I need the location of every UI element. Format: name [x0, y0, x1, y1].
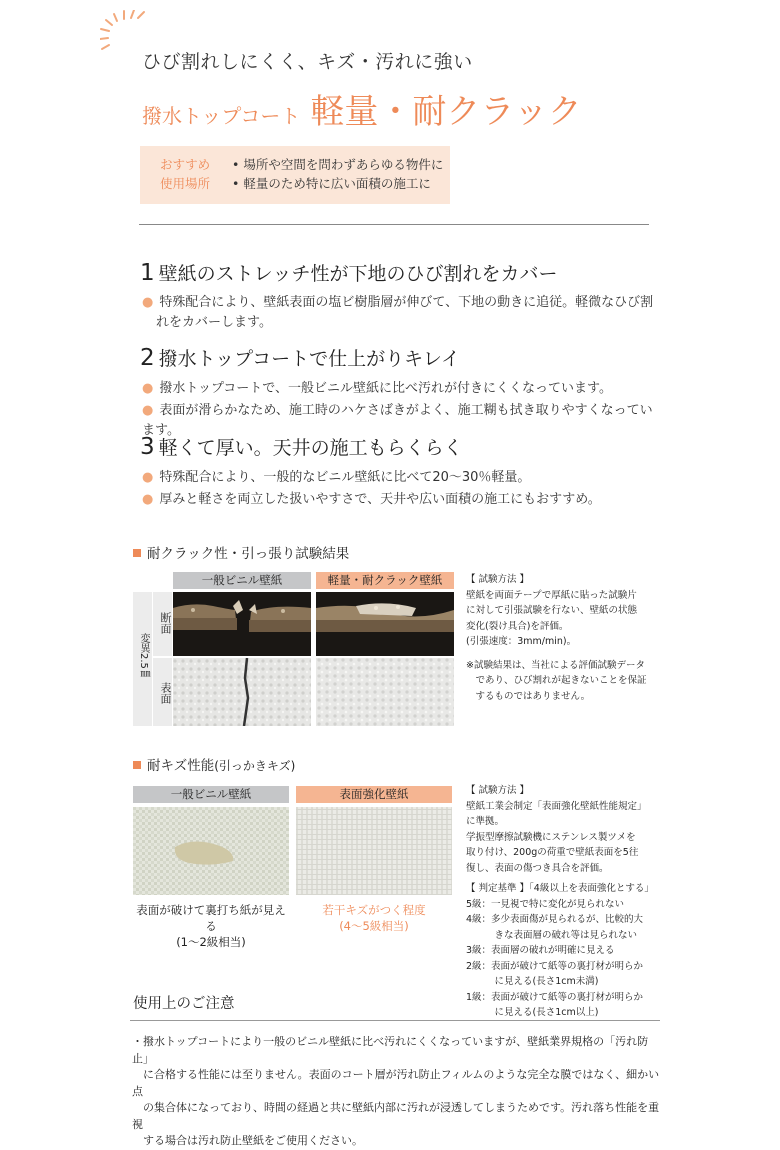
page-title — [142, 84, 582, 133]
method-title: 【 試験方法 】 — [466, 785, 530, 796]
bullet-dot-icon: ● — [142, 470, 154, 485]
method-line: に対して引張試験を行ない、壁紙の状態 — [466, 605, 638, 616]
cross-section-standard-image — [173, 592, 311, 656]
recommend-label-1: おすすめ — [160, 157, 211, 172]
method-line: に準拠。 — [466, 816, 505, 827]
recommend-label-2: 使用場所 — [160, 176, 211, 191]
scratch-caption-right — [296, 902, 452, 934]
feature-1-bullet — [142, 293, 662, 333]
method-title: 【 試験方法 】 — [466, 574, 530, 585]
bullet-text: 撥水トップコートで、一般ビニル壁紙に比べ汚れが付きにくくなっています。 — [159, 381, 613, 396]
caution-line: に合格する性能には至りません。表面のコート層が汚れ防止フィルムのような完全な膜ではなく、細かい点 — [132, 1068, 660, 1098]
note-line: であり、ひび割れが起きないことを保証 — [466, 675, 647, 686]
row-label-bottom: 表面 — [159, 682, 172, 704]
row-label-top: 断面 — [159, 612, 172, 634]
feature-number: 3 — [140, 434, 155, 460]
title-big: 軽量・耐クラック — [310, 92, 582, 132]
feature-3-bullet — [142, 490, 662, 510]
scratch-col-right: 表面強化壁紙 — [296, 786, 452, 803]
caution-line: の集合体になっており、時間の経過と共に壁紙内部に汚れが浸透してしまうためです。汚れ落ち性能を重視 — [132, 1101, 660, 1131]
caption-line: (4～5級相当) — [339, 919, 409, 933]
method-line: (引張速度：3mm/min)。 — [466, 636, 577, 647]
criteria-line: に見える(長さ1cm以上) — [466, 1007, 599, 1018]
scratch-test-heading — [133, 754, 295, 774]
method-line: 変化(裂け具合)を評価。 — [466, 620, 569, 632]
feature-2-title — [140, 344, 460, 371]
cross-section-anticrack-image — [316, 592, 454, 656]
feature-title-text: 壁紙のストレッチ性が下地のひび割れをカバー — [158, 263, 558, 285]
feature-3-title — [140, 433, 463, 460]
criteria-line: きな表面層の破れ等は見られない — [466, 929, 638, 941]
recommend-label — [160, 155, 210, 193]
scratch-hardened-image — [296, 807, 452, 895]
scratch-method — [466, 783, 654, 1021]
feature-2-bullet — [142, 379, 662, 399]
criteria-line: 3級：表面層の破れが明確に見える — [466, 945, 615, 956]
crack-col-left: 一般ビニル壁紙 — [173, 572, 311, 589]
scratch-test-heading-text: 耐キズ性能 — [147, 758, 215, 774]
divider — [139, 224, 649, 225]
caution-text — [132, 1034, 662, 1150]
feature-number: 1 — [140, 260, 155, 286]
caption-line: (1～2級相当) — [176, 935, 246, 949]
criteria-line: 5級：一見視で特に変化が見られない — [466, 898, 625, 910]
note-line: ※試験結果は、当社による評価試験データ — [466, 659, 645, 671]
feature-3-bullet — [142, 468, 662, 488]
criteria-line: 1級：表面が破けて紙等の裏打材が明らか — [466, 991, 644, 1003]
bullet-text: れをカバーします。 — [156, 315, 272, 330]
strain-label: 変異2.5㎜ — [138, 633, 149, 679]
crack-test-heading — [133, 542, 349, 562]
crack-method — [466, 572, 647, 704]
subtitle: ひび割れしにくく、キズ・汚れに強い — [142, 51, 473, 73]
bullet-text: 表面が滑らかなため、施工時のハケさばきがよく、施工糊も拭き取りやすくなっています。 — [142, 403, 653, 438]
note-line: するものではありません。 — [466, 690, 591, 702]
feature-1-title — [140, 259, 557, 286]
method-line: 壁紙を両面テープで厚紙に貼った試験片 — [466, 589, 637, 601]
title-small: 撥水トップコート — [142, 104, 301, 128]
crack-col-right: 軽量・耐クラック壁紙 — [316, 572, 454, 589]
recommend-item: • 場所や空間を問わずあらゆる物件に — [232, 157, 444, 172]
feature-number: 2 — [140, 345, 155, 371]
method-line: 取り付け、200gの荷重で壁紙表面を5往 — [466, 847, 639, 858]
bullet-dot-icon: ● — [142, 492, 154, 507]
caution-title: 使用上のご注意 — [133, 996, 235, 1012]
scratch-standard-image — [133, 807, 289, 895]
bullet-text: 厚みと軽さを両立した扱いやすさで、天井や広い面積の施工にもおすすめ。 — [159, 492, 601, 507]
scratch-col-left: 一般ビニル壁紙 — [133, 786, 289, 803]
bullet-dot-icon: ● — [142, 381, 154, 396]
caution-line: する場合は汚れ防止壁紙をご使用ください。 — [132, 1134, 363, 1147]
method-line: 壁紙工業会制定「表面強化壁紙性能規定」 — [466, 800, 647, 812]
method-line: 学振型摩擦試験機にステンレス製ツメを — [466, 831, 636, 843]
recommend-item: • 軽量のため特に広い面積の施工に — [232, 176, 431, 191]
method-line: 復し、表面の傷つき具合を評価。 — [466, 862, 609, 874]
sunburst-decoration-icon — [100, 10, 146, 56]
bullet-text: 特殊配合により、壁紙表面の塩ビ樹脂層が伸びて、下地の動きに追従。軽微なひび割 — [159, 295, 654, 310]
surface-anticrack-image — [316, 658, 454, 726]
criteria-line: 4級：多少表面傷が見られるが、比較的大 — [466, 914, 644, 925]
criteria-line: に見える(長さ1cm未満) — [466, 976, 599, 987]
caution-divider — [130, 1020, 660, 1021]
bullet-dot-icon: ● — [142, 403, 154, 418]
criteria-title: 【 判定基準 】「4級以上を表面強化とする」 — [466, 883, 654, 894]
recommend-items — [232, 155, 443, 193]
square-marker-icon — [133, 761, 141, 769]
scratch-test-heading-sub: (引っかきキズ) — [214, 759, 296, 773]
caption-line: 若干キズがつく程度 — [322, 903, 426, 917]
crack-test-heading-text: 耐クラック性・引っ張り試験結果 — [147, 546, 350, 562]
scratch-caption-left — [133, 902, 289, 950]
bullet-text: 特殊配合により、一般的なビニル壁紙に比べて20～30％軽量。 — [159, 470, 531, 485]
bullet-dot-icon: ● — [142, 295, 154, 310]
feature-title-text: 撥水トップコートで仕上がりキレイ — [158, 348, 460, 370]
square-marker-icon — [133, 549, 141, 557]
recommend-box — [140, 146, 450, 204]
surface-standard-image — [173, 658, 311, 726]
caution-line: ・撥水トップコートにより一般のビニル壁紙に比べ汚れにくくなっていますが、壁紙業界規格の「汚れ防止」 — [132, 1035, 649, 1065]
caption-line: 表面が破けて裏打ち紙が見える — [136, 903, 286, 933]
feature-title-text: 軽くて厚い。天井の施工もらくらく — [158, 437, 463, 459]
criteria-line: 2級：表面が破けて紙等の裏打材が明らか — [466, 960, 644, 972]
